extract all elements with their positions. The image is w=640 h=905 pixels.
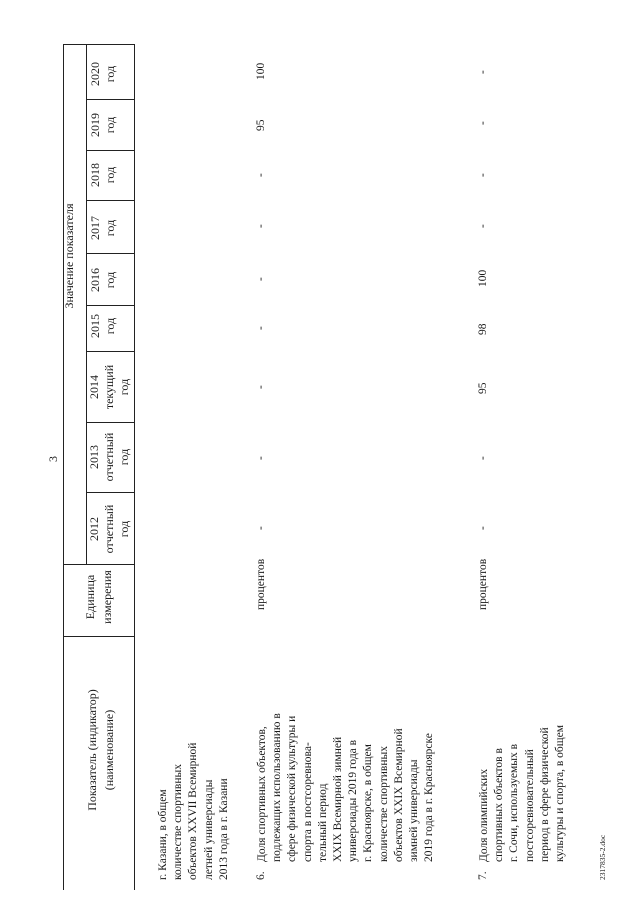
row-6-value-2016: -	[255, 277, 267, 281]
year-header-2018: 2018 год	[88, 163, 117, 187]
row-6-indicator-text: Доля спортивных объектов, подлежащих использованию в сфере физической культуры и спорта в постсоревнова- тельный период XXIX Всемирной зимней универсиады 2019 года в г. Красноярске, в общем количестве спортивных объектов XXIX Всемирной зимней универсиады 2019 года в г. Красноярске	[256, 713, 436, 862]
unit-header: Единица измерения	[83, 570, 114, 624]
row-6-number: 6.	[255, 871, 267, 880]
footer-filename: 2317835-2.doc	[598, 834, 607, 880]
year-header-2017: 2017 год	[88, 216, 117, 240]
sep-2019-2020	[86, 99, 134, 100]
row-7-indicator-text: Доля олимпийских спортивных объектов в г. Сочи, используемых в постсоревновательный период в сфере физической культуры и спорта, в общем	[478, 725, 567, 862]
row-6-value-2019: 95	[255, 119, 267, 131]
sep-2017-2018	[86, 200, 134, 201]
sep-2018-2019	[86, 150, 134, 151]
row-7-value-2012: -	[477, 526, 489, 530]
indicator-header: Показатель (индикатор) (наименование)	[85, 689, 116, 811]
year-header-2015: 2015 год	[88, 314, 117, 338]
sep-2012-2013	[86, 492, 134, 493]
row-7-value-2014: 95	[477, 382, 489, 394]
row-6-value-2020: 100	[255, 62, 267, 80]
sep-2014-2015	[86, 351, 134, 352]
row-7-value-2013: -	[477, 456, 489, 460]
row-7-value-2015: 98	[477, 323, 489, 335]
sep-unit-indicator	[63, 636, 134, 637]
row-6-value-2013: -	[255, 456, 267, 460]
year-header-2013: 2013 отчетный год	[87, 432, 131, 482]
row-6-value-2012: -	[255, 526, 267, 530]
row-6-value-2014: -	[255, 385, 267, 389]
table-top-border	[63, 44, 134, 45]
value-group-header: Значение показателя	[62, 203, 76, 309]
row-7-number: 7.	[477, 871, 489, 880]
row-7-unit: процентов	[477, 558, 489, 610]
row-6-unit: процентов	[255, 558, 267, 610]
sep-2016-2017	[86, 253, 134, 254]
table-header-divider	[134, 44, 135, 890]
sep-2013-2014	[86, 422, 134, 423]
row-6-value-2017: -	[255, 224, 267, 228]
year-header-2019: 2019 год	[88, 113, 117, 137]
row-7-value-2016: 100	[477, 269, 489, 287]
row-7-value-2018: -	[477, 173, 489, 177]
row-6-value-2015: -	[255, 326, 267, 330]
row-continuation-text: г. Казани, в общем количестве спортивных объектов XXVII Всемирной летней универсиады 2013 года в г. Казани	[157, 742, 230, 880]
row-7-value-2020: -	[477, 70, 489, 74]
year-header-2012: 2012 отчетный год	[87, 504, 131, 554]
row-7-value-2017: -	[477, 224, 489, 228]
year-header-2020: 2020 год	[88, 62, 117, 86]
page-number: 3	[46, 456, 60, 462]
row-6-value-2018: -	[255, 173, 267, 177]
row-7-value-2019: -	[477, 121, 489, 125]
year-header-2016: 2016 год	[88, 268, 117, 292]
year-header-2014: 2014 текущий год	[87, 364, 131, 410]
